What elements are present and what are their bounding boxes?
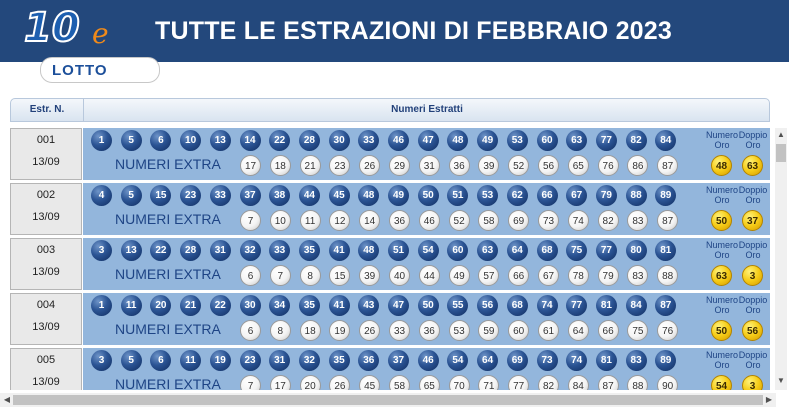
- extra-number-ball: 83: [627, 210, 648, 231]
- vertical-scroll-thumb[interactable]: [776, 144, 786, 162]
- scroll-up-icon[interactable]: ▲: [777, 130, 785, 139]
- extra-number-ball: 7: [270, 265, 291, 286]
- extra-number-ball: 87: [657, 155, 678, 176]
- extra-number-ball: 7: [240, 210, 261, 231]
- drawn-number-ball: 38: [269, 185, 290, 206]
- drawn-number-ball: 13: [210, 130, 231, 151]
- extra-number-ball: 26: [329, 375, 350, 390]
- numero-oro-label: Numero Oro: [705, 130, 738, 150]
- extra-number-ball: 88: [627, 375, 648, 390]
- drawn-number-ball: 32: [299, 350, 320, 371]
- drawn-number-ball: 64: [477, 350, 498, 371]
- drawn-number-ball: 47: [388, 295, 409, 316]
- numbers-cell: [83, 183, 770, 235]
- page-title: TUTTE LE ESTRAZIONI DI FEBBRAIO 2023: [155, 17, 672, 45]
- drawn-number-ball: 44: [299, 185, 320, 206]
- drawn-number-ball: 34: [269, 295, 290, 316]
- extra-number-ball: 75: [627, 320, 648, 341]
- extra-number-ball: 57: [478, 265, 499, 286]
- drawn-number-ball: 80: [626, 240, 647, 261]
- estr-date: 13/09: [32, 266, 60, 278]
- drawn-number-ball: 21: [180, 295, 201, 316]
- drawn-number-ball: 47: [418, 130, 439, 151]
- drawn-number-ball: 63: [566, 130, 587, 151]
- numero-oro-label: Numero Oro: [705, 240, 738, 260]
- drawn-number-ball: 48: [358, 185, 379, 206]
- drawn-number-ball: 31: [210, 240, 231, 261]
- drawn-number-ball: 36: [358, 350, 379, 371]
- numbers-cell: [83, 348, 770, 390]
- numeri-extra-label: NUMERI EXTRA: [115, 211, 221, 227]
- doppio-oro-ball: 56: [742, 320, 763, 341]
- column-header-estr: Estr. N.: [11, 99, 84, 121]
- numero-oro-ball: 63: [711, 265, 732, 286]
- extra-number-ball: 18: [300, 320, 321, 341]
- drawn-number-ball: 22: [150, 240, 171, 261]
- table-row: [10, 348, 770, 390]
- numero-oro-label: Numero Oro: [705, 350, 738, 370]
- extra-number-ball: 58: [389, 375, 410, 390]
- drawn-number-ball: 30: [329, 130, 350, 151]
- extra-number-ball: 74: [568, 210, 589, 231]
- extra-number-ball: 8: [270, 320, 291, 341]
- drawn-number-ball: 33: [210, 185, 231, 206]
- numeri-extra-label: NUMERI EXTRA: [115, 266, 221, 282]
- estr-number: 002: [36, 189, 56, 201]
- horizontal-scroll-thumb[interactable]: [13, 395, 763, 405]
- estr-cell: [10, 238, 82, 290]
- drawn-number-ball: 66: [537, 185, 558, 206]
- logo-lotto-text: LOTTO: [52, 62, 108, 79]
- drawn-number-ball: 77: [596, 240, 617, 261]
- drawn-number-ball: 6: [150, 130, 171, 151]
- drawn-number-ball: 3: [91, 240, 112, 261]
- extra-number-ball: 70: [449, 375, 470, 390]
- doppio-oro-label: Doppio Oro: [738, 240, 768, 260]
- drawn-number-ball: 1: [91, 295, 112, 316]
- drawn-number-ball: 89: [655, 185, 676, 206]
- drawn-number-ball: 45: [329, 185, 350, 206]
- column-header-numeri: Numeri Estratti: [391, 104, 463, 115]
- numeri-extra-label: NUMERI EXTRA: [115, 156, 221, 172]
- extra-number-ball: 76: [657, 320, 678, 341]
- drawn-number-ball: 30: [240, 295, 261, 316]
- extra-number-ball: 19: [329, 320, 350, 341]
- drawn-number-ball: 75: [566, 240, 587, 261]
- extra-number-ball: 69: [508, 210, 529, 231]
- extra-number-ball: 87: [657, 210, 678, 231]
- drawn-number-ball: 46: [388, 130, 409, 151]
- drawn-number-ball: 64: [507, 240, 528, 261]
- table-row: [10, 128, 770, 180]
- extra-number-ball: 10: [270, 210, 291, 231]
- table-row: [10, 183, 770, 235]
- table-row: [10, 238, 770, 290]
- drawn-number-ball: 28: [180, 240, 201, 261]
- doppio-oro-ball: 63: [742, 155, 763, 176]
- drawn-number-ball: 50: [418, 295, 439, 316]
- extra-number-ball: 77: [508, 375, 529, 390]
- drawn-number-ball: 28: [299, 130, 320, 151]
- extractions-table: [10, 98, 770, 390]
- drawn-number-ball: 10: [180, 130, 201, 151]
- extra-number-ball: 65: [419, 375, 440, 390]
- drawn-number-ball: 69: [507, 350, 528, 371]
- drawn-number-ball: 35: [329, 350, 350, 371]
- extra-number-ball: 18: [270, 155, 291, 176]
- drawn-number-ball: 23: [180, 185, 201, 206]
- extra-number-ball: 59: [478, 320, 499, 341]
- extra-number-ball: 45: [359, 375, 380, 390]
- vertical-scrollbar[interactable]: [775, 128, 787, 390]
- doppio-oro-ball: 3: [742, 265, 763, 286]
- estr-date: 13/09: [32, 211, 60, 223]
- drawn-number-ball: 67: [566, 185, 587, 206]
- drawn-number-ball: 81: [655, 240, 676, 261]
- doppio-oro-label: Doppio Oro: [738, 130, 768, 150]
- drawn-number-ball: 37: [240, 185, 261, 206]
- table-header: [10, 98, 770, 122]
- drawn-number-ball: 13: [121, 240, 142, 261]
- extra-number-ball: 26: [359, 320, 380, 341]
- drawn-number-ball: 33: [269, 240, 290, 261]
- extra-number-ball: 44: [419, 265, 440, 286]
- drawn-number-ball: 22: [269, 130, 290, 151]
- extra-number-ball: 53: [449, 320, 470, 341]
- estr-number: 003: [36, 244, 56, 256]
- extra-number-ball: 36: [389, 210, 410, 231]
- extra-number-ball: 88: [657, 265, 678, 286]
- drawn-number-ball: 32: [240, 240, 261, 261]
- scroll-left-icon[interactable]: ◀: [3, 395, 11, 404]
- drawn-number-ball: 48: [447, 130, 468, 151]
- extra-number-ball: 46: [419, 210, 440, 231]
- extra-number-ball: 73: [538, 210, 559, 231]
- extra-number-ball: 82: [538, 375, 559, 390]
- extra-number-ball: 39: [478, 155, 499, 176]
- drawn-number-ball: 41: [329, 240, 350, 261]
- drawn-number-ball: 48: [358, 240, 379, 261]
- extra-number-ball: 17: [270, 375, 291, 390]
- numero-oro-ball: 50: [711, 320, 732, 341]
- drawn-number-ball: 54: [447, 350, 468, 371]
- drawn-number-ball: 19: [210, 350, 231, 371]
- extra-number-ball: 39: [359, 265, 380, 286]
- drawn-number-ball: 89: [655, 350, 676, 371]
- drawn-number-ball: 53: [507, 130, 528, 151]
- extra-number-ball: 40: [389, 265, 410, 286]
- drawn-number-ball: 51: [447, 185, 468, 206]
- extra-number-ball: 79: [598, 265, 619, 286]
- drawn-number-ball: 53: [477, 185, 498, 206]
- extra-number-ball: 71: [478, 375, 499, 390]
- extra-number-ball: 12: [329, 210, 350, 231]
- logo-ten: 10: [24, 5, 80, 51]
- drawn-number-ball: 35: [299, 240, 320, 261]
- extra-number-ball: 29: [389, 155, 410, 176]
- drawn-number-ball: 51: [388, 240, 409, 261]
- drawn-number-ball: 5: [121, 350, 142, 371]
- drawn-number-ball: 20: [150, 295, 171, 316]
- extra-number-ball: 66: [598, 320, 619, 341]
- scroll-down-icon[interactable]: ▼: [777, 376, 785, 385]
- extra-number-ball: 90: [657, 375, 678, 390]
- extra-number-ball: 76: [598, 155, 619, 176]
- drawn-number-ball: 81: [596, 295, 617, 316]
- extra-number-ball: 14: [359, 210, 380, 231]
- extra-number-ball: 33: [389, 320, 410, 341]
- estr-date: 13/09: [32, 376, 60, 388]
- estr-date: 13/09: [32, 321, 60, 333]
- extra-number-ball: 83: [627, 265, 648, 286]
- numero-oro-ball: 54: [711, 375, 732, 390]
- drawn-number-ball: 60: [537, 130, 558, 151]
- drawn-number-ball: 83: [626, 350, 647, 371]
- drawn-number-ball: 5: [121, 130, 142, 151]
- estr-number: 004: [36, 299, 56, 311]
- extra-number-ball: 58: [478, 210, 499, 231]
- drawn-number-ball: 54: [418, 240, 439, 261]
- extra-number-ball: 21: [300, 155, 321, 176]
- estr-number: 001: [36, 134, 56, 146]
- drawn-number-ball: 68: [537, 240, 558, 261]
- drawn-number-ball: 49: [477, 130, 498, 151]
- extra-number-ball: 31: [419, 155, 440, 176]
- drawn-number-ball: 81: [596, 350, 617, 371]
- extra-number-ball: 36: [449, 155, 470, 176]
- drawn-number-ball: 5: [121, 185, 142, 206]
- drawn-number-ball: 63: [477, 240, 498, 261]
- scroll-right-icon[interactable]: ▶: [765, 395, 773, 404]
- numero-oro-label: Numero Oro: [705, 295, 738, 315]
- extra-number-ball: 64: [568, 320, 589, 341]
- extra-number-ball: 67: [538, 265, 559, 286]
- extra-number-ball: 49: [449, 265, 470, 286]
- extra-number-ball: 6: [240, 320, 261, 341]
- drawn-number-ball: 74: [537, 295, 558, 316]
- doppio-oro-label: Doppio Oro: [738, 350, 768, 370]
- extra-number-ball: 66: [508, 265, 529, 286]
- drawn-number-ball: 77: [566, 295, 587, 316]
- drawn-number-ball: 1: [91, 130, 112, 151]
- drawn-number-ball: 84: [626, 295, 647, 316]
- drawn-number-ball: 74: [566, 350, 587, 371]
- logo-e: e: [92, 17, 109, 50]
- extra-number-ball: 6: [240, 265, 261, 286]
- extra-number-ball: 7: [240, 375, 261, 390]
- extra-number-ball: 26: [359, 155, 380, 176]
- numbers-cell: [83, 293, 770, 345]
- drawn-number-ball: 46: [418, 350, 439, 371]
- drawn-number-ball: 60: [447, 240, 468, 261]
- extra-number-ball: 17: [240, 155, 261, 176]
- drawn-number-ball: 62: [507, 185, 528, 206]
- doppio-oro-ball: 37: [742, 210, 763, 231]
- numbers-cell: [83, 128, 770, 180]
- extra-number-ball: 20: [300, 375, 321, 390]
- estr-number: 005: [36, 354, 56, 366]
- drawn-number-ball: 43: [358, 295, 379, 316]
- extra-number-ball: 78: [568, 265, 589, 286]
- extra-number-ball: 23: [329, 155, 350, 176]
- numero-oro-label: Numero Oro: [705, 185, 738, 205]
- drawn-number-ball: 50: [418, 185, 439, 206]
- drawn-number-ball: 49: [388, 185, 409, 206]
- extra-number-ball: 82: [598, 210, 619, 231]
- extra-number-ball: 56: [538, 155, 559, 176]
- estr-cell: [10, 348, 82, 390]
- extra-number-ball: 60: [508, 320, 529, 341]
- estr-cell: [10, 183, 82, 235]
- estr-date: 13/09: [32, 156, 60, 168]
- drawn-number-ball: 37: [388, 350, 409, 371]
- drawn-number-ball: 4: [91, 185, 112, 206]
- drawn-number-ball: 84: [655, 130, 676, 151]
- drawn-number-ball: 73: [537, 350, 558, 371]
- extra-number-ball: 52: [449, 210, 470, 231]
- numeri-extra-label: NUMERI EXTRA: [115, 321, 221, 337]
- drawn-number-ball: 31: [269, 350, 290, 371]
- drawn-number-ball: 56: [477, 295, 498, 316]
- extra-number-ball: 15: [329, 265, 350, 286]
- extra-number-ball: 8: [300, 265, 321, 286]
- drawn-number-ball: 77: [596, 130, 617, 151]
- doppio-oro-label: Doppio Oro: [738, 295, 768, 315]
- extra-number-ball: 65: [568, 155, 589, 176]
- doppio-oro-label: Doppio Oro: [738, 185, 768, 205]
- estr-cell: [10, 128, 82, 180]
- drawn-number-ball: 23: [240, 350, 261, 371]
- drawn-number-ball: 82: [626, 130, 647, 151]
- extra-number-ball: 52: [508, 155, 529, 176]
- numero-oro-ball: 50: [711, 210, 732, 231]
- numeri-extra-label: NUMERI EXTRA: [115, 376, 221, 390]
- table-row: [10, 293, 770, 345]
- extra-number-ball: 11: [300, 210, 321, 231]
- numero-oro-ball: 48: [711, 155, 732, 176]
- drawn-number-ball: 6: [150, 350, 171, 371]
- numbers-cell: [83, 238, 770, 290]
- extra-number-ball: 86: [627, 155, 648, 176]
- drawn-number-ball: 41: [329, 295, 350, 316]
- drawn-number-ball: 22: [210, 295, 231, 316]
- drawn-number-ball: 79: [596, 185, 617, 206]
- drawn-number-ball: 15: [150, 185, 171, 206]
- drawn-number-ball: 55: [447, 295, 468, 316]
- drawn-number-ball: 11: [121, 295, 142, 316]
- doppio-oro-ball: 3: [742, 375, 763, 390]
- extra-number-ball: 36: [419, 320, 440, 341]
- estr-cell: [10, 293, 82, 345]
- extra-number-ball: 84: [568, 375, 589, 390]
- 10elotto-logo[interactable]: [18, 6, 158, 86]
- drawn-number-ball: 33: [358, 130, 379, 151]
- drawn-number-ball: 11: [180, 350, 201, 371]
- drawn-number-ball: 14: [240, 130, 261, 151]
- drawn-number-ball: 68: [507, 295, 528, 316]
- drawn-number-ball: 88: [626, 185, 647, 206]
- extra-number-ball: 87: [598, 375, 619, 390]
- drawn-number-ball: 87: [655, 295, 676, 316]
- drawn-number-ball: 3: [91, 350, 112, 371]
- extra-number-ball: 61: [538, 320, 559, 341]
- drawn-number-ball: 35: [299, 295, 320, 316]
